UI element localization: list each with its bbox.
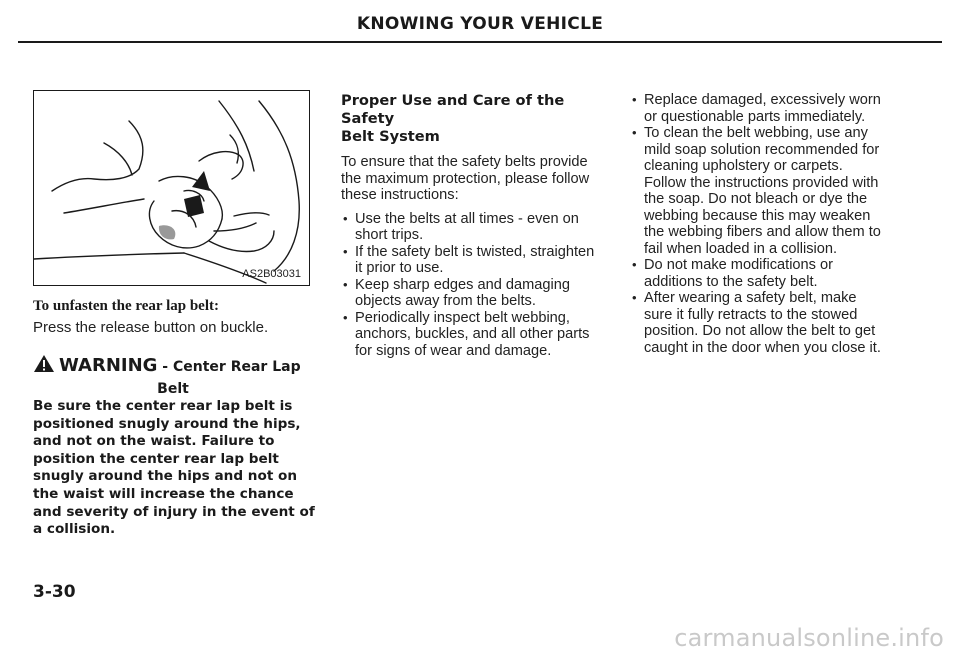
hands-buckle-drawing: [34, 91, 310, 286]
bullet-dot-icon: •: [343, 243, 348, 259]
intro-line: the maximum protection, please follow: [341, 170, 590, 187]
heading-line: Belt System: [341, 128, 440, 145]
page-header-title: KNOWING YOUR VEHICLE: [356, 14, 604, 34]
bullet-line: position. Do not allow the belt to get: [644, 323, 876, 339]
bullet-line: anchors, buckles, and all other parts: [355, 326, 590, 342]
bullet-line: for signs of wear and damage.: [355, 342, 552, 359]
bullet-dot-icon: •: [343, 276, 348, 292]
warning-label: WARNING: [59, 355, 158, 376]
unfasten-belt-illustration: [33, 90, 310, 286]
bullet-line: After wearing a safety belt, make: [644, 290, 857, 306]
warning-line: a collision.: [33, 521, 116, 538]
bullet-line: the soap. Do not bleach or dye the: [644, 191, 868, 207]
bullet-item: [630, 125, 915, 257]
bullet-dot-icon: •: [632, 290, 637, 305]
header-rule: [18, 41, 942, 43]
warning-line: Be sure the center rear lap belt is: [33, 398, 293, 414]
bullet-line: Do not make modifications or: [644, 257, 833, 273]
bullet-item: [341, 211, 606, 244]
intro-line: these instructions:: [341, 187, 459, 203]
bullet-dot-icon: •: [632, 125, 637, 140]
bullet-dot-icon: •: [343, 309, 348, 325]
bullet-line: Replace damaged, excessively worn: [644, 92, 881, 108]
section-heading: [341, 92, 606, 146]
warning-line: positioned snugly around the hips,: [33, 415, 301, 432]
bullet-line: Keep sharp edges and damaging: [355, 276, 571, 293]
bullet-line: caught in the door when you close it.: [644, 339, 881, 356]
bullet-line: objects away from the belts.: [355, 293, 536, 309]
right-bullet-list: [630, 92, 915, 356]
middle-bullet-list: [341, 211, 606, 360]
bullet-dot-icon: •: [343, 210, 348, 226]
warning-subtitle-line1: Center Rear Lap: [173, 359, 301, 375]
bullet-item: [630, 290, 915, 356]
warning-subtitle-line2: Belt: [157, 381, 189, 397]
figure-caption: To unfasten the rear lap belt:: [33, 298, 219, 314]
release-instruction: Press the release button on buckle.: [33, 319, 269, 336]
bullet-line: webbing because this may weaken: [644, 207, 871, 224]
bullet-line: the webbing fibers and allow them to: [644, 224, 881, 240]
bullet-line: or questionable parts immediately.: [644, 108, 866, 125]
page-number: 3-30: [33, 582, 76, 602]
bullet-item: [630, 257, 915, 290]
warning-title: [33, 354, 313, 400]
right-column: [630, 92, 915, 356]
bullet-line: cleaning upholstery or carpets.: [644, 158, 843, 174]
warning-triangle-icon: [33, 354, 55, 373]
warning-line: and not on the waist. Failure to: [33, 433, 275, 450]
warning-line: snugly around the hips and not on: [33, 468, 298, 485]
bullet-dot-icon: •: [632, 257, 637, 272]
bullet-item: [341, 277, 606, 310]
bullet-line: short trips.: [355, 227, 424, 243]
bullet-line: Use the belts at all times - even on: [355, 210, 579, 227]
bullet-item: [341, 310, 606, 360]
bullet-line: fail when loaded in a collision.: [644, 240, 838, 257]
warning-body: [33, 398, 318, 539]
heading-line: Proper Use and Care of the Safety: [341, 92, 565, 127]
bullet-item: [341, 244, 606, 277]
bullet-line: Periodically inspect belt webbing,: [355, 309, 570, 326]
bullet-dot-icon: •: [632, 92, 637, 107]
bullet-line: To clean the belt webbing, use any: [644, 125, 868, 141]
figure-code: AS2B03031: [242, 268, 301, 280]
bullet-line: additions to the safety belt.: [644, 273, 818, 290]
bullet-line: sure it fully retracts to the stowed: [644, 306, 858, 323]
warning-line: the waist will increase the chance: [33, 485, 294, 502]
safety-belt-care-section: [341, 92, 606, 359]
bullet-line: mild soap solution recommended for: [644, 141, 880, 158]
warning-line: and severity of injury in the event of: [33, 503, 315, 520]
bullet-line: Follow the instructions provided with: [644, 174, 879, 191]
bullet-line: it prior to use.: [355, 260, 444, 276]
bullet-item: [630, 92, 915, 125]
warning-line: position the center rear lap belt: [33, 450, 279, 467]
intro-line: To ensure that the safety belts provide: [341, 154, 588, 170]
section-intro: [341, 154, 606, 204]
warning-dash: -: [157, 359, 173, 375]
site-watermark: carmanualsonline.info: [674, 624, 944, 652]
bullet-line: If the safety belt is twisted, straighten: [355, 243, 595, 260]
